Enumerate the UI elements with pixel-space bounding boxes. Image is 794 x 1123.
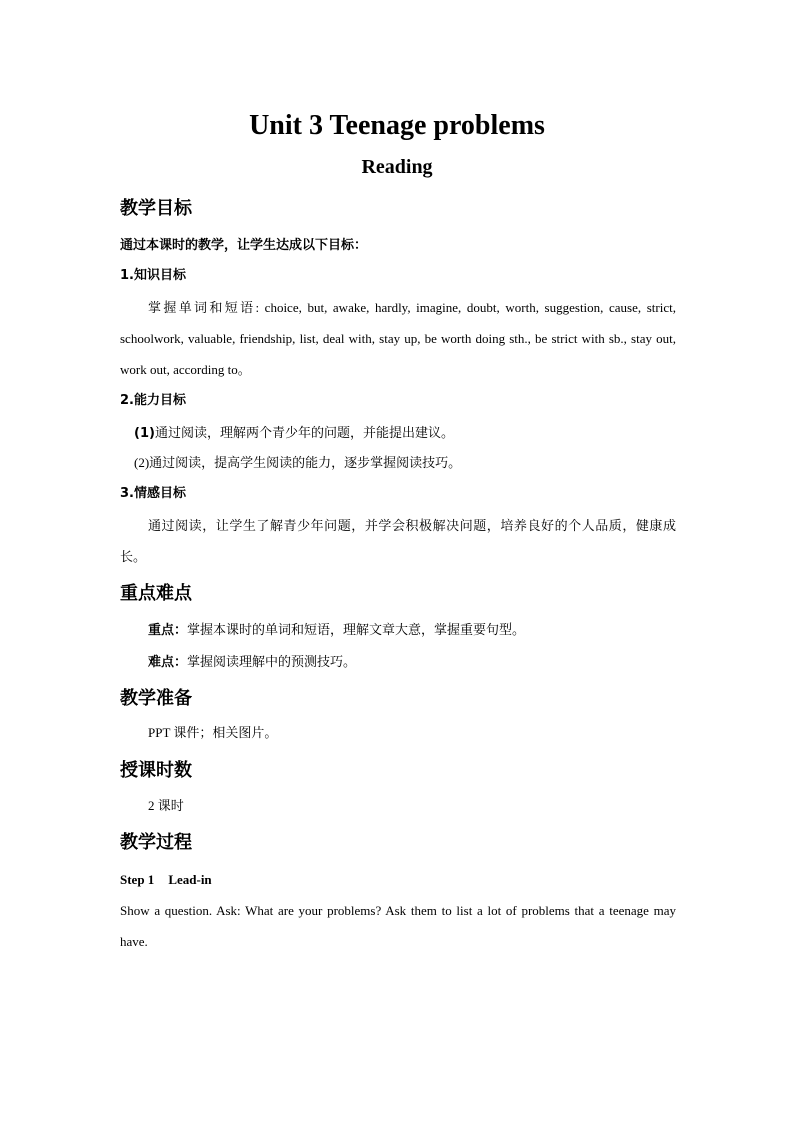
heading-objectives: 教学目标 — [120, 198, 192, 219]
heading-process: 教学过程 — [120, 832, 192, 853]
key-point-difficulty-text: 掌握阅读理解中的预测技巧。 — [187, 654, 357, 669]
heading-preparation: 教学准备 — [120, 688, 192, 709]
step-1-name: Lead-in — [168, 872, 212, 887]
ability-goal-item-2: (2)通过阅读，提高学生阅读的能力，逐步掌握阅读技巧。 — [134, 455, 462, 470]
step-1-number: Step 1 — [120, 872, 155, 887]
key-point-focus-label: 重点： — [148, 623, 188, 638]
document-title: Unit 3 Teenage problems — [249, 110, 545, 141]
key-point-focus — [148, 620, 525, 641]
ability-goal-label: 2.能力目标 — [120, 393, 186, 408]
document-subtitle: Reading — [361, 156, 433, 178]
heading-periods: 授课时数 — [120, 760, 192, 781]
step-1-label — [120, 870, 212, 890]
knowledge-goal-text: 掌握单词和短语: choice, but, awake, hardly, imagine, doubt, worth, suggestion, cause, strict, schoolwork, valuable, friendship, list, deal with, stay up, be worth doing sth., be strict with sb., stay out, work out, according to。 — [120, 300, 676, 377]
ability-goal-item-1 — [134, 423, 454, 444]
key-point-difficulty-label: 难点： — [148, 655, 188, 670]
knowledge-goal-label: 1.知识目标 — [120, 268, 186, 283]
emotion-goal-text: 通过阅读，让学生了解青少年问题，并学会积极解决问题，培养良好的个人品质，健康成长。 — [120, 518, 676, 564]
objectives-intro: 通过本课时的教学，让学生达成以下目标： — [120, 238, 368, 253]
emotion-goal-label: 3.情感目标 — [120, 486, 186, 501]
ability-goal-item-1-text: 通过阅读，理解两个青少年的问题，并能提出建议。 — [154, 425, 454, 440]
key-point-difficulty — [148, 652, 356, 673]
ability-goal-item-1-number: (1) — [134, 426, 155, 441]
preparation-text: PPT 课件；相关图片。 — [148, 725, 278, 740]
step-1-text: Show a question. Ask: What are your problems? Ask them to list a lot of problems that a teenage may have. — [120, 903, 676, 949]
heading-key-points: 重点难点 — [120, 583, 192, 604]
periods-text: 2 课时 — [148, 798, 184, 813]
key-point-focus-text: 掌握本课时的单词和短语，理解文章大意，掌握重要句型。 — [187, 622, 526, 637]
